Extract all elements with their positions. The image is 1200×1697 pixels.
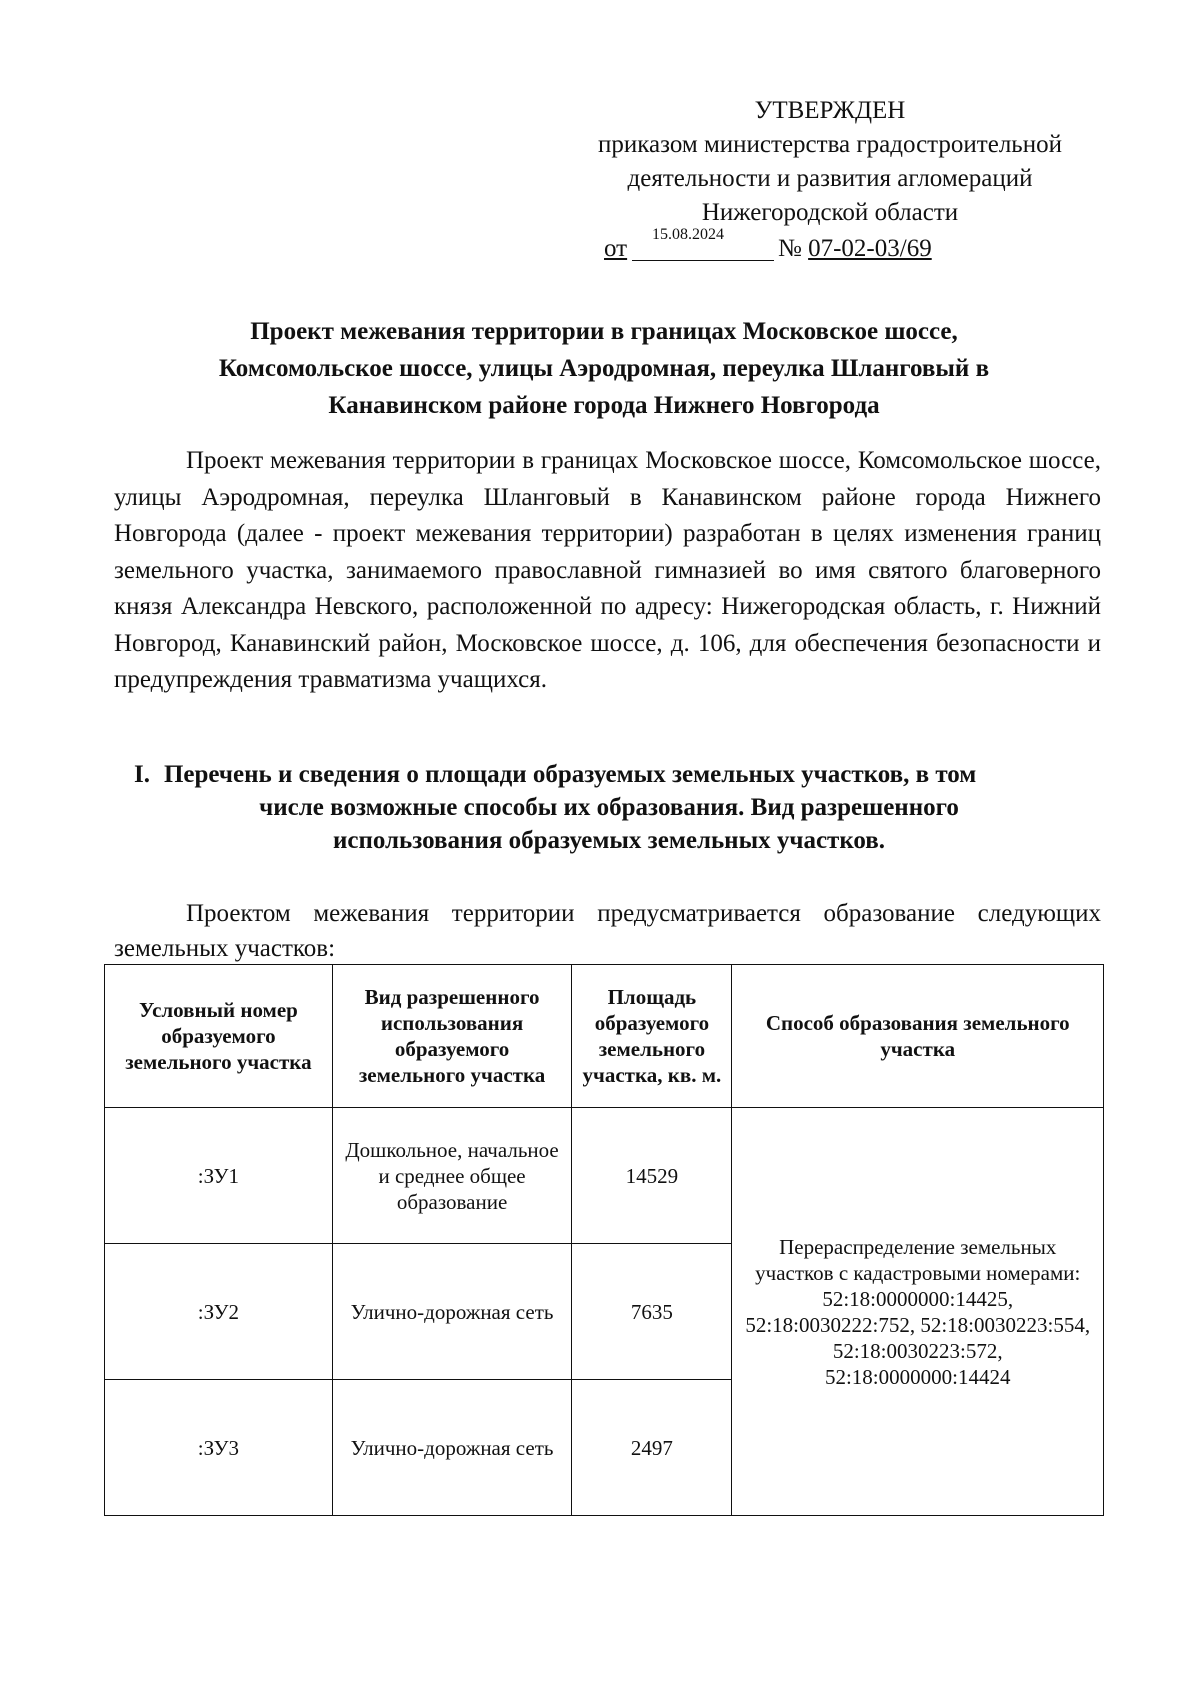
parcel-id: :ЗУ1 [105,1108,333,1244]
document-title [104,313,1104,424]
formation-method: Перераспределение земельных участков с кадастровыми номерами: 52:18:0000000:14425, 52:18:0030222:752, 52:18:0030223:554, 52:18:0030223:572, 52:18:0000000:14424 [732,1108,1104,1516]
parcel-id: :ЗУ3 [105,1380,333,1516]
title-line-1: Проект межевания территории в границах Московское шоссе, [250,318,958,345]
from-label: от [604,235,628,262]
section-heading-line-3: использования образуемых земельных участков. [332,827,886,854]
date-underline [632,260,774,261]
header-parcel-number: Условный номер образуемого земельного участка [105,965,333,1108]
order-date: 15.08.2024 [652,226,724,243]
parcel-use: Улично-дорожная сеть [332,1380,572,1516]
parcel-id: :ЗУ2 [105,1244,333,1380]
table-row [105,1108,1104,1244]
section-heading [114,758,1104,857]
number-sign: № [778,235,802,262]
approval-line-1: приказом министерства градостроительной [598,131,1062,158]
header-area: Площадь образуемого земельного участка, кв. м. [572,965,732,1108]
header-formation-method: Способ образования земельного участка [732,965,1104,1108]
title-line-3: Канавинском районе города Нижнего Новгорода [328,392,880,419]
table-header-row [105,965,1104,1108]
parcel-area: 7635 [572,1244,732,1380]
parcel-area: 2497 [572,1380,732,1516]
parcel-use: Дошкольное, начальное и среднее общее образование [332,1108,572,1244]
order-number: 07-02-03/69 [808,235,932,262]
section-heading-line-1 [114,758,1104,791]
title-line-2: Комсомольское шоссе, улицы Аэродромная, переулка Шланговый в [218,355,990,382]
section-line-1-text: Перечень и сведения о площади образуемых земельных участков, в том [163,761,977,788]
approval-line-2: деятельности и развития агломераций [627,165,1033,192]
approval-date-line [560,226,1100,268]
header-permitted-use: Вид разрешенного использования образуемого земельного участка [332,965,572,1108]
intro-paragraph: Проект межевания территории в границах Московское шоссе, Комсомольское шоссе, улицы Аэродромная, переулка Шланговый в Канавинском районе города Нижнего Новгорода (далее - проект межевания территории) разработан в целях изменения границ земельного участка, занимаемого православной гимназией во имя святого благоверного князя Александра Невского, расположенной по адресу: Нижегородская область, г. Нижний Новгород, Канавинский район, Московское шоссе, д. 106, для обеспечения безопасности и предупреждения травматизма учащихся. [114,447,1101,693]
parcels-table [104,964,1104,1516]
parcel-use: Улично-дорожная сеть [332,1244,572,1380]
approval-line-3: Нижегородской области [701,199,959,226]
section-number: I. [134,761,150,788]
approval-stamp [560,94,1100,268]
parcel-area: 14529 [572,1108,732,1244]
approval-heading: УТВЕРЖДЕН [754,97,906,124]
order-number-group [778,232,932,266]
section-heading-line-2: числе возможные способы их образования. Вид разрешенного [259,794,959,821]
section-intro-paragraph: Проектом межевания территории предусматривается образование следующих земельных участков: [114,900,1101,962]
